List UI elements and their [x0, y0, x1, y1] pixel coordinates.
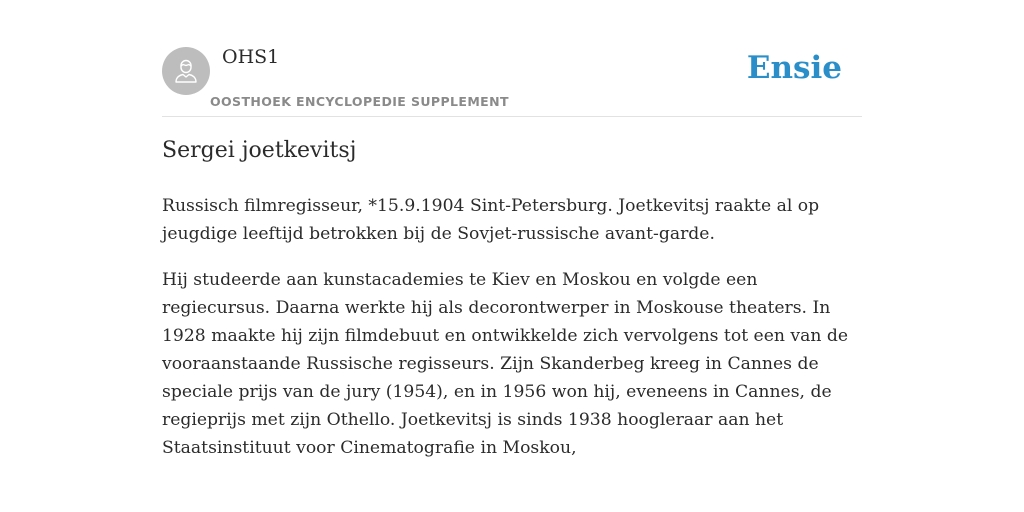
page-header [162, 0, 862, 117]
article-body [162, 192, 862, 480]
source-code[interactable]: OHS1 [222, 46, 280, 68]
ensie-logo[interactable]: Ensie [746, 50, 842, 86]
source-name[interactable]: OOSTHOEK ENCYCLOPEDIE SUPPLEMENT [210, 94, 509, 109]
avatar[interactable] [162, 47, 210, 95]
page-title: Sergei joetkevitsj [162, 138, 357, 163]
article-paragraph: Russisch filmregisseur, *15.9.1904 Sint-Petersburg. Joetkevitsj raakte al op jeugdige leeftijd betrokken bij de Sovjet-russische avant-garde. [162, 196, 820, 244]
article-paragraph: Hij studeerde aan kunstacademies te Kiev en Moskou en volgde een regiecursus. Daarna werkte hij als decorontwerper in Moskouse theaters. In 1928 maakte hij zijn filmdebuut en ontwikkelde zich vervolgens tot een van de vooraanstaande Russische regisseurs. Zijn Skanderbeg kreeg in Cannes de speciale prijs van de jury (1954), en in 1956 won hij, eveneens in Cannes, de regieprijs met zijn Othello. Joetkevitsj is sinds 1938 hoogleraar aan het Staatsinstituut voor Cinematografie in Moskou, [162, 270, 849, 458]
user-icon [171, 56, 201, 86]
